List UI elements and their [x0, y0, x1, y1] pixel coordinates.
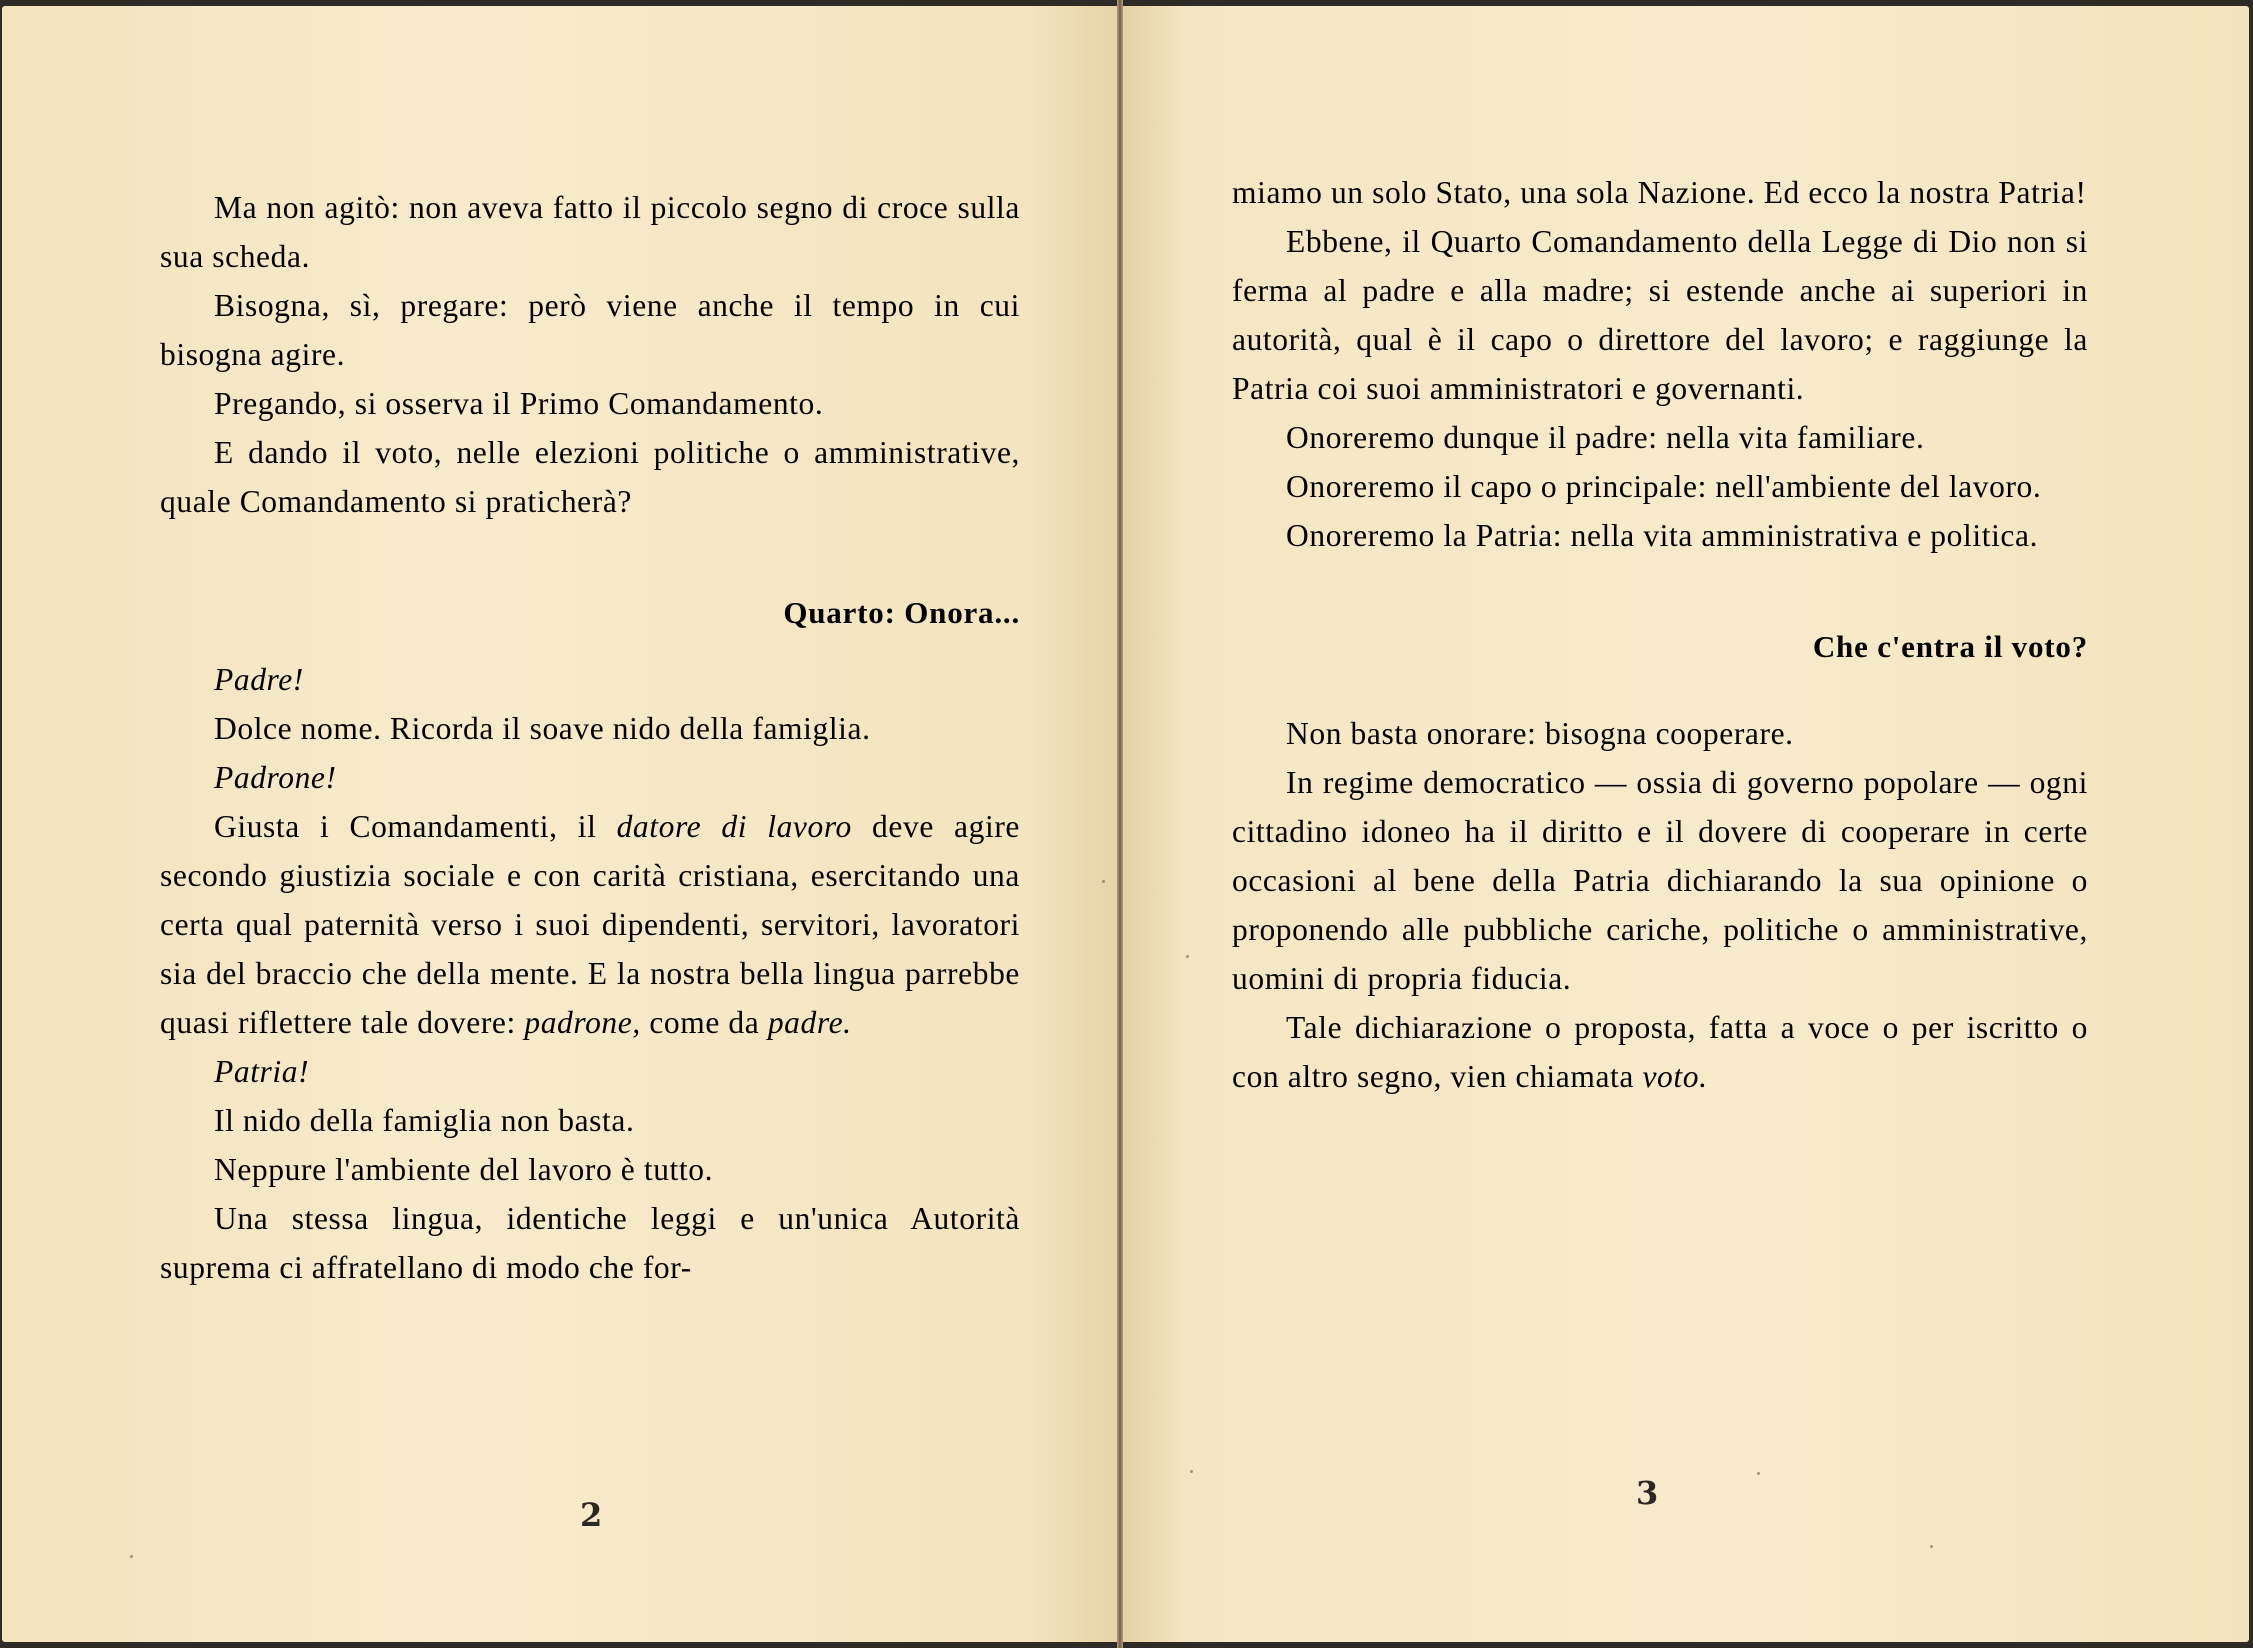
- padrone-label: Padrone!: [214, 760, 337, 795]
- book-gutter: [1117, 0, 1123, 1648]
- paragraph: Onoreremo la Patria: nella vita amministrativa e politica.: [1286, 518, 2039, 553]
- paper-speck: [1186, 955, 1189, 958]
- padrone-text-1: Giusta i Comandamenti, il: [214, 809, 617, 844]
- left-page-text: [160, 183, 1020, 1292]
- right-page-text: [1232, 168, 2088, 1101]
- padre-label: Padre!: [214, 662, 304, 697]
- paragraph: Bisogna, sì, pregare: però viene anche il tempo in cui bisogna agire.: [160, 288, 1020, 372]
- page-number-left: 2: [580, 1496, 603, 1534]
- paragraph: Neppure l'ambiente del lavoro è tutto.: [214, 1152, 714, 1187]
- paper-speck: [130, 1555, 133, 1558]
- paper-speck: [1102, 880, 1105, 883]
- voto-paragraph: [1232, 1003, 2088, 1101]
- paragraph: Ebbene, il Quarto Comandamento della Legge di Dio non si ferma al padre e alla madre; si estende anche ai superiori in autorità, qual è il capo o direttore del lavoro; e raggiunge la Patria coi suoi amministratori e governanti.: [1232, 224, 2088, 406]
- paragraph: Il nido della famiglia non basta.: [214, 1103, 635, 1138]
- paragraph: miamo un solo Stato, una sola Nazione. Ed ecco la nostra Patria!: [1232, 175, 2087, 210]
- padre-paragraph: Dolce nome. Ricorda il soave nido della famiglia.: [214, 711, 871, 746]
- section-heading-voto: Che c'entra il voto?: [1812, 629, 2088, 664]
- paragraph: Onoreremo dunque il padre: nella vita familiare.: [1286, 420, 1925, 455]
- paper-speck: [1930, 1545, 1933, 1548]
- padrone-paragraph: [160, 802, 1020, 1047]
- padrone-italic-padrone: padrone,: [524, 1005, 641, 1040]
- paper-speck: [1757, 1472, 1760, 1475]
- padrone-text-2: deve agire secondo giustizia sociale e con carità cristiana, esercitando una certa qual paternità verso i suoi dipendenti, servitori, lavoratori sia del braccio che della mente. E la nostra bella lingua parrebbe quasi riflettere tale dovere:: [160, 809, 1020, 1040]
- padrone-italic-datore: datore di lavoro: [616, 809, 852, 844]
- padrone-text-3: come da: [640, 1005, 768, 1040]
- padrone-italic-padre: padre.: [767, 1005, 852, 1040]
- paragraph: Onoreremo il capo o principale: nell'ambiente del lavoro.: [1286, 469, 2042, 504]
- paper-speck: [1190, 1470, 1193, 1473]
- paragraph: Ma non agitò: non aveva fatto il piccolo segno di croce sulla sua scheda.: [160, 190, 1020, 274]
- paragraph: In regime democratico — ossia di governo popolare — ogni cittadino idoneo ha il diritto e il dovere di cooperare in certe occasioni al bene della Patria dichiarando la sua opinione o proponendo alle pubbliche cariche, politiche o amministrative, uomini di propria fiducia.: [1232, 765, 2088, 996]
- voto-italic: voto.: [1642, 1059, 1708, 1094]
- paragraph: Una stessa lingua, identiche leggi e un'unica Autorità suprema ci affratellano di modo che for-: [160, 1201, 1020, 1285]
- section-heading-quarto: Quarto: Onora...: [783, 595, 1020, 630]
- paragraph: Pregando, si osserva il Primo Comandamento.: [214, 386, 824, 421]
- paragraph: Non basta onorare: bisogna cooperare.: [1286, 716, 1794, 751]
- voto-text: Tale dichiarazione o proposta, fatta a voce o per iscritto o con altro segno, vien chiamata: [1232, 1010, 2088, 1094]
- patria-label: Patria!: [214, 1054, 310, 1089]
- page-number-right: 3: [1636, 1474, 1659, 1512]
- paragraph: E dando il voto, nelle elezioni politiche o amministrative, quale Comandamento si praticherà?: [160, 435, 1020, 519]
